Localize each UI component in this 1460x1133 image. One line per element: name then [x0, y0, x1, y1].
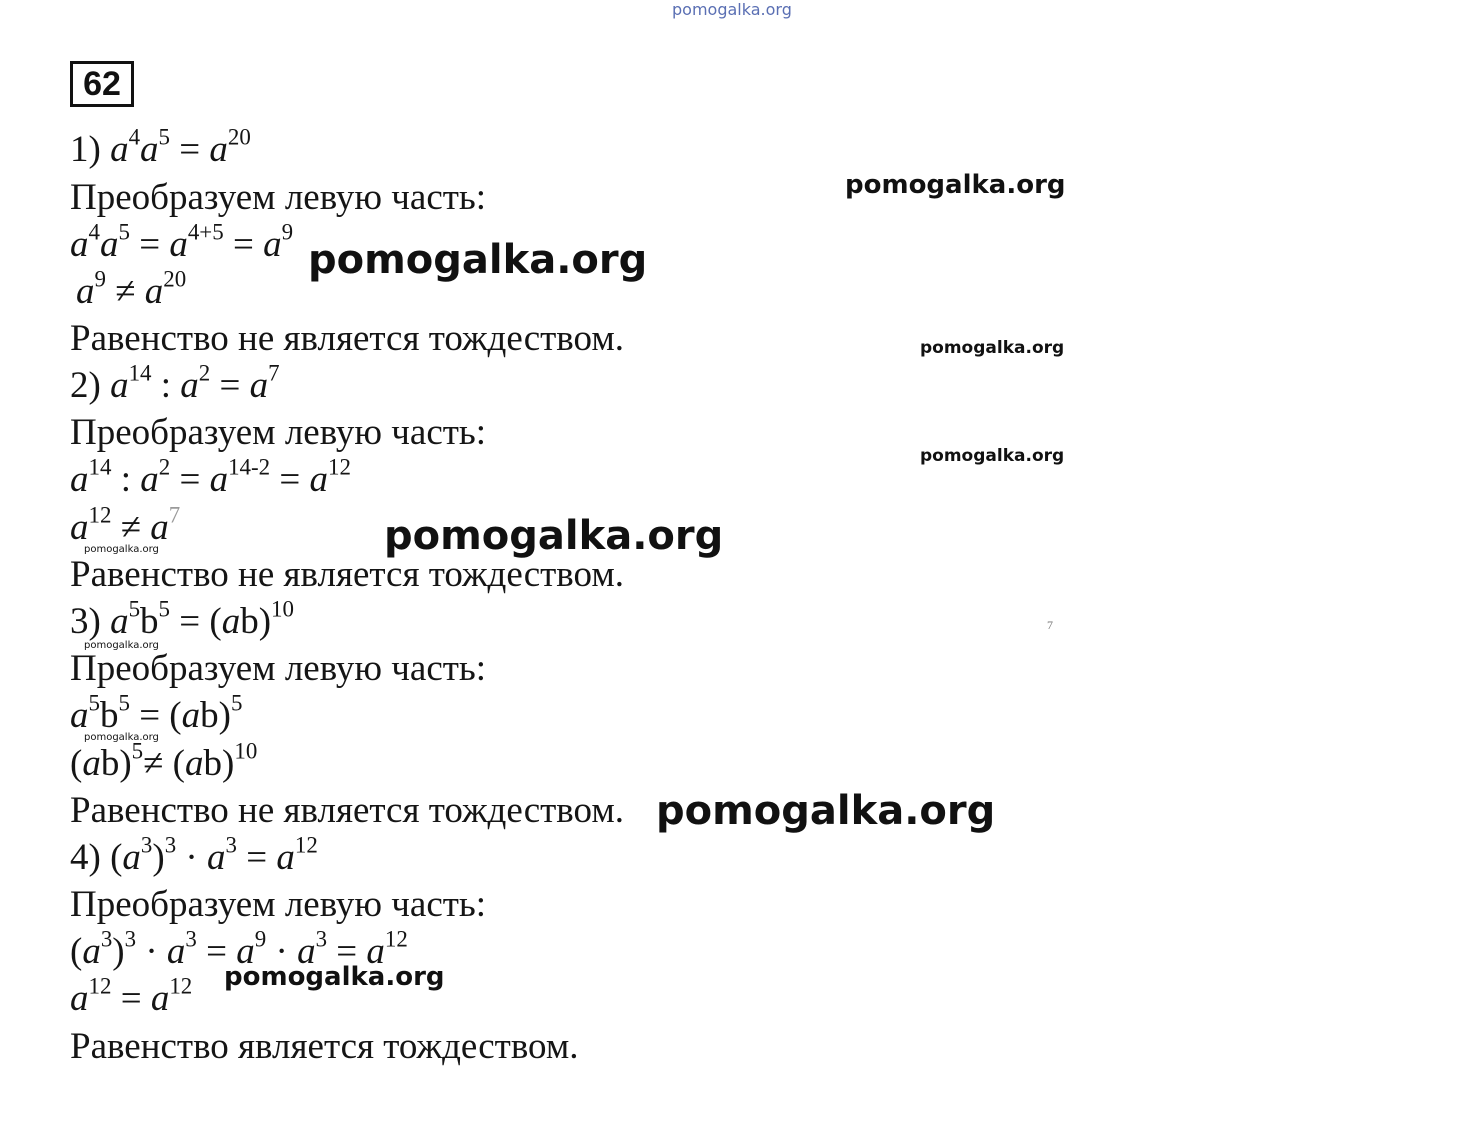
step-2a: $a^{14}$ : $a^2 = a^{14-2} = a^{12}$ — [70, 454, 351, 500]
step-4a: $(a^3)^3 \cdot a^3 = a^9 \cdot a^3 = a^{12}$ — [70, 926, 408, 972]
watermark-label: pomogalka.org — [84, 544, 159, 555]
equation-4: 4) $(a^3)^3 \cdot a^3 = a^{12}$ — [70, 832, 318, 878]
step-1b: $a^9 \ne a^{20}$ — [76, 266, 187, 312]
watermark-label: pomogalka.org — [84, 732, 159, 743]
stray-mark: 7 — [1047, 618, 1053, 632]
transform-label-4: Преобразуем левую часть: — [70, 884, 487, 925]
equation-2: 2) $a^{14}$ : $a^2 = a^7$ — [70, 360, 280, 406]
watermark-label: pomogalka.org — [84, 640, 159, 651]
conclusion-1: Равенство не является тождеством. — [70, 318, 624, 359]
header-watermark: pomogalka.org — [672, 0, 792, 19]
conclusion-4: Равенство является тождеством. — [70, 1026, 579, 1067]
problem-number: 62 — [70, 61, 134, 107]
equation-1: 1) $a^4a^5 = a^{20}$ — [70, 124, 251, 170]
step-1a: $a^4a^5 = a^{4+5} = a^9$ — [70, 219, 294, 265]
watermark-label: pomogalka.org — [920, 446, 1065, 466]
conclusion-2: Равенство не является тождеством. — [70, 554, 624, 595]
step-2b: $a^{12} \ne a^7$ — [70, 502, 181, 548]
transform-label-1: Преобразуем левую часть: — [70, 177, 487, 218]
watermark-label: pomogalka.org — [308, 237, 648, 283]
step-4b: $a^{12} = a^{12}$ — [70, 973, 193, 1019]
watermark-label: pomogalka.org — [384, 513, 724, 559]
watermark-label: pomogalka.org — [224, 962, 445, 992]
equation-3: 3) $a^5b^5 = (ab)^{10}$ — [70, 596, 294, 642]
watermark-label: pomogalka.org — [920, 338, 1065, 358]
step-3b: (ab)$^5$≠ (ab)$^{10}$ — [70, 738, 258, 784]
conclusion-3: Равенство не является тождеством. — [70, 790, 624, 831]
transform-label-3: Преобразуем левую часть: — [70, 648, 487, 689]
watermark-label: pomogalka.org — [656, 788, 996, 834]
watermark-label: pomogalka.org — [845, 170, 1066, 200]
transform-label-2: Преобразуем левую часть: — [70, 412, 487, 453]
step-3a: $a^5b^5 = (ab)^5$ — [70, 690, 243, 736]
